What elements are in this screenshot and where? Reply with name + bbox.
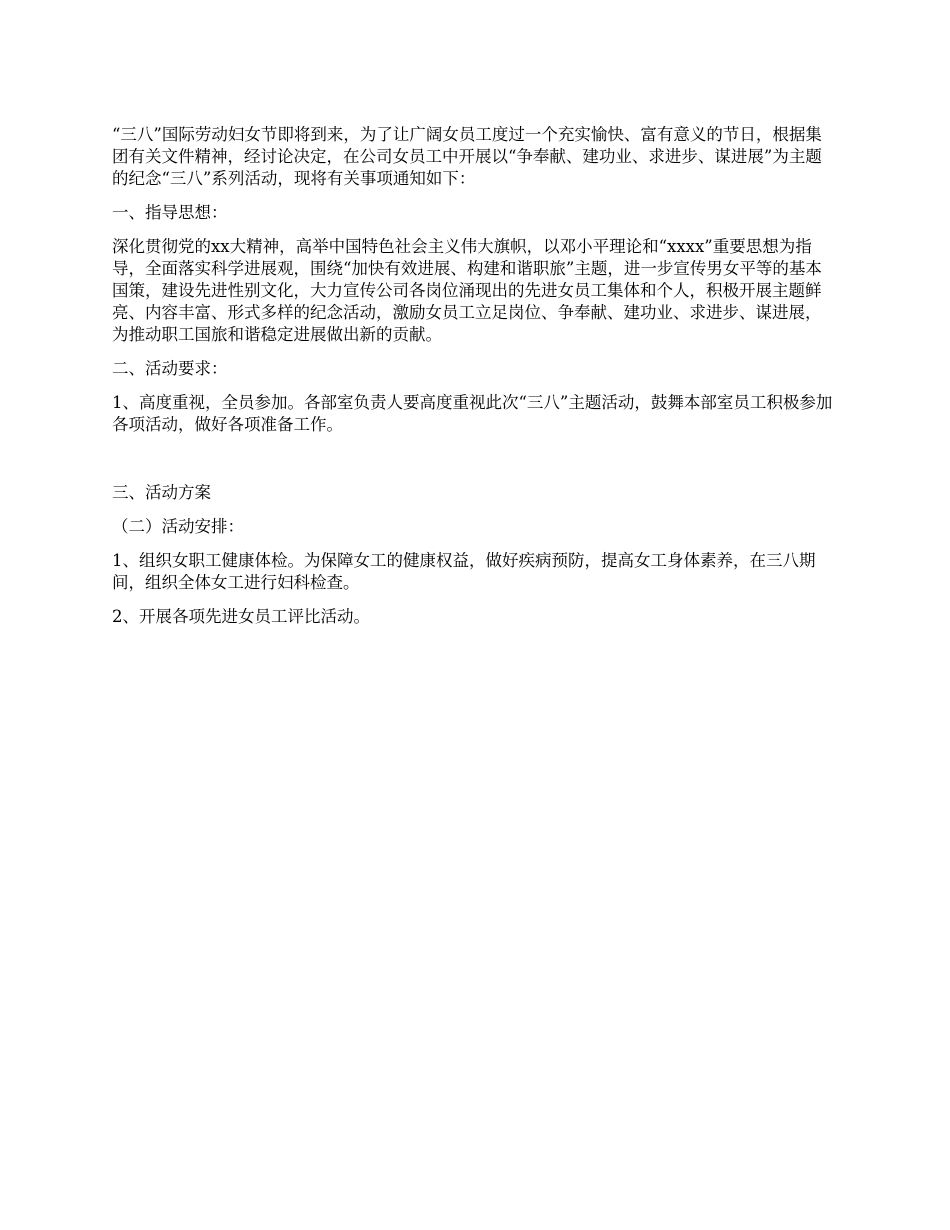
guiding-thought-paragraph: 深化贯彻党的xx大精神，高举中国特色社会主义伟大旗帜，以邓小平理论和“xxxx”重要思想为指导，全面落实科学进展观，围绕“加快有效进展、构建和谐职旅”主题，进一步宣传男女平等的基本国策，建设先进性别文化，大力宣传公司各岗位涌现出的先进女员工集体和个人，积极开展主题鲜亮、内容丰富、形式多样的纪念活动，激励女员工立足岗位、争奉献、建功业、求进步、谋进展，为推动职工国旅和谐稳定进展做出新的贡献。 xyxy=(112,237,822,344)
document-page xyxy=(112,124,834,640)
subsection-heading-arrangement: （二）活动安排： xyxy=(112,517,244,536)
requirement-item-1: 1、高度重视，全员参加。各部室负责人要高度重视此次“三八”主题活动，鼓舞本部室员工积极参加各项活动，做好各项准备工作。 xyxy=(112,393,833,434)
blank-gap xyxy=(112,448,834,482)
arrangement-item-2: 2、开展各项先进女员工评比活动。 xyxy=(112,607,370,626)
section-heading-guiding-thought: 一、指导思想： xyxy=(112,203,228,222)
section-heading-requirements: 二、活动要求： xyxy=(112,359,228,378)
intro-paragraph: “三八”国际劳动妇女节即将到来，为了让广阔女员工度过一个充实愉快、富有意义的节日，根据集团有关文件精神，经讨论决定，在公司女员工中开展以“争奉献、建功业、求进步、谋进展”为主题的纪念“三八”系列活动，现将有关事项通知如下： xyxy=(112,125,822,188)
arrangement-item-1: 1、组织女职工健康体检。为保障女工的健康权益，做好疾病预防，提高女工身体素养，在三八期间，组织全体女工进行妇科检查。 xyxy=(112,551,816,592)
section-heading-plan: 三、活动方案 xyxy=(112,483,211,502)
